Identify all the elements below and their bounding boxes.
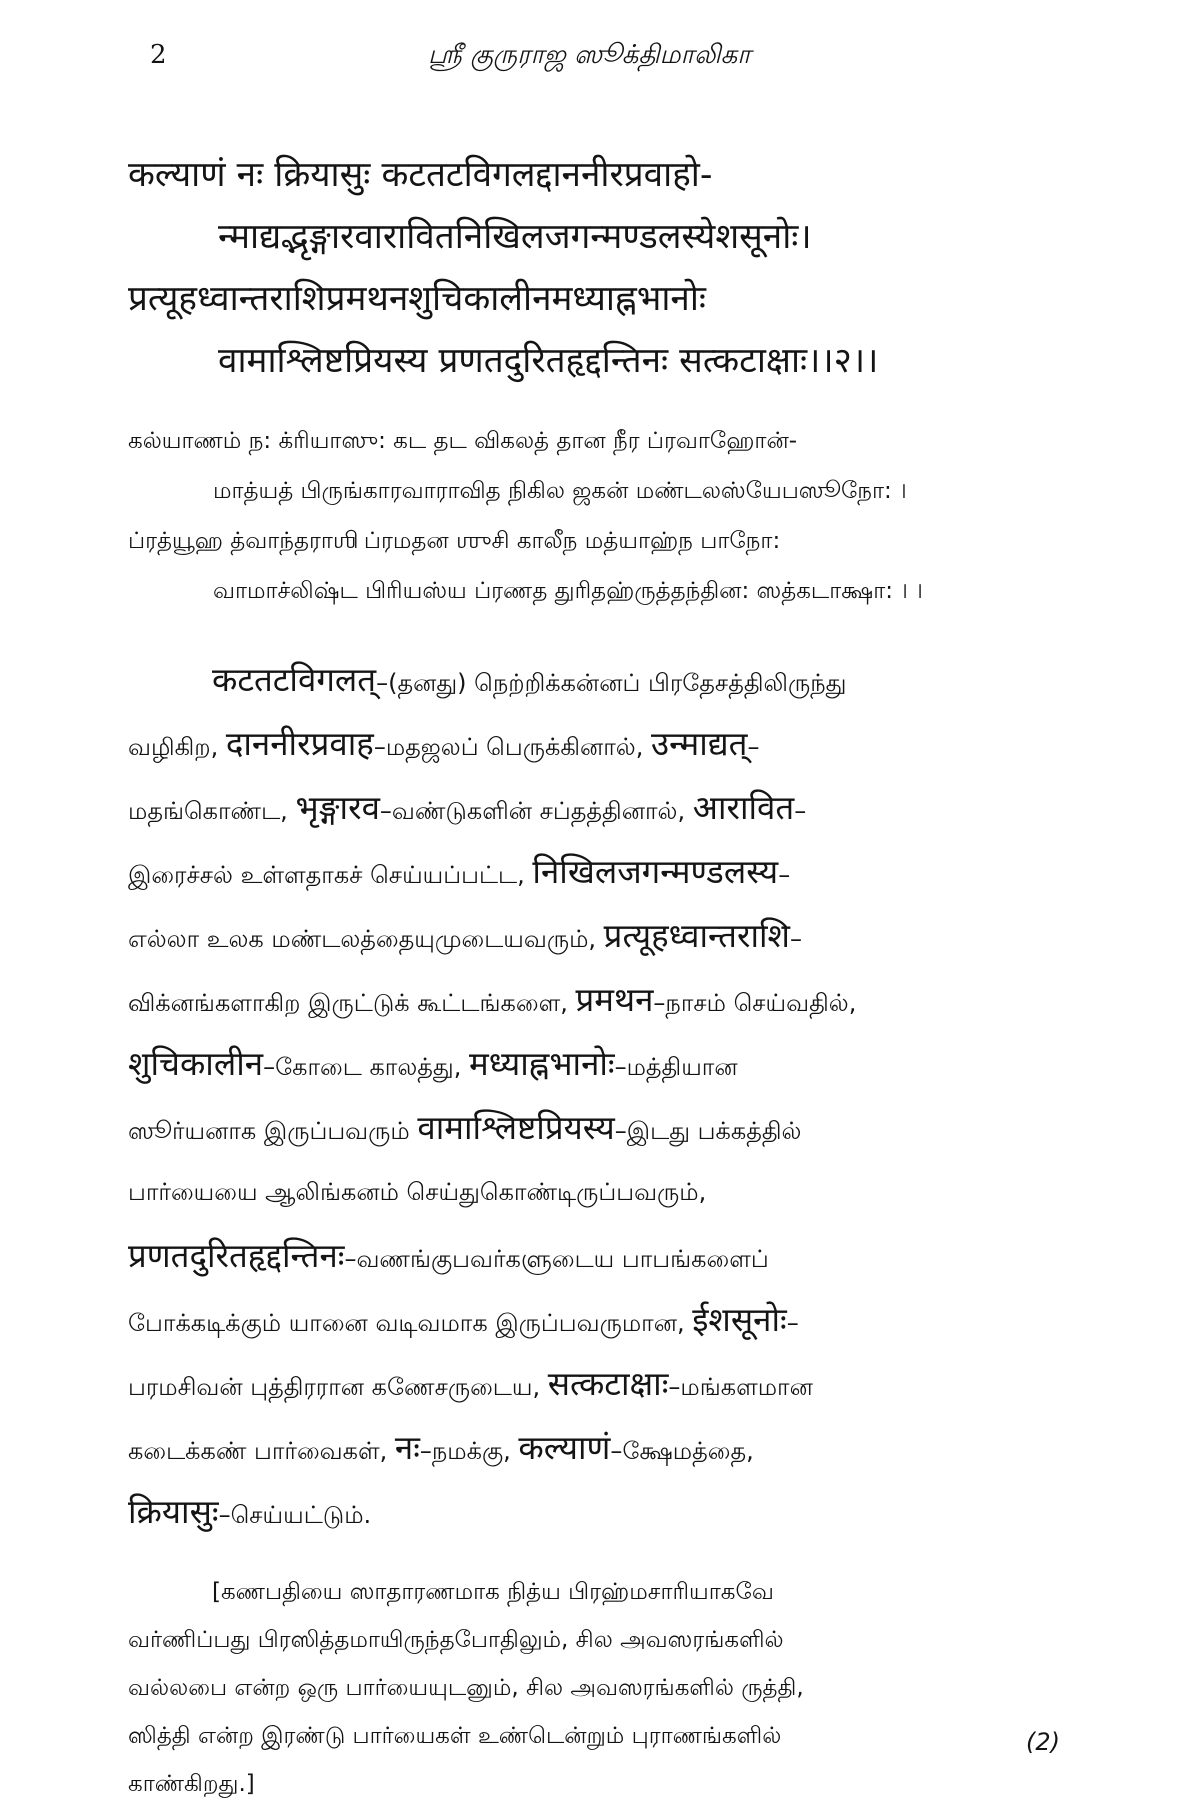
- sanskrit-verse-line: प्रत्यूहध्वान्तराशिप्रमथनशुचिकालीनमध्याह्नभानोः: [128, 279, 706, 319]
- note-line: ஸித்தி என்ற இரண்டு பார்யைகள் உண்டென்றும் புராணங்களில்: [128, 1723, 782, 1749]
- tamil-gloss: போக்கடிக்கும் யானை வடிவமாக இருப்பவருமான,: [128, 1309, 693, 1337]
- sanskrit-term: भृङ्गारव: [295, 788, 380, 827]
- tamil-gloss: –மத்தியான: [614, 1053, 738, 1081]
- commentary-line: [128, 968, 1130, 1032]
- tamil-gloss: கடைக்கண் பார்வைகள்,: [128, 1437, 395, 1465]
- tamil-gloss: –: [786, 1309, 799, 1337]
- tamil-gloss: –இடது பக்கத்தில்: [614, 1117, 802, 1145]
- tamil-verse-line: வாமாச்லிஷ்ட பிரியஸ்ய ப்ரணத துரிதஹ்ருத்தந்தின: ஸத்கடாக்ஷா: । ।: [213, 578, 923, 604]
- commentary-line: [128, 1224, 1130, 1288]
- commentary-line: [128, 1096, 1130, 1160]
- tamil-gloss: –மங்களமான: [668, 1373, 813, 1401]
- commentary-line: [128, 712, 1130, 776]
- commentary-line: [128, 1480, 1130, 1544]
- tamil-gloss: பார்யையை ஆலிங்கனம் செய்துகொண்டிருப்பவரும்,: [128, 1178, 707, 1206]
- tamil-gloss: மதங்கொண்ட,: [128, 797, 296, 825]
- sanskrit-term: कटतटविगलत्: [212, 660, 377, 699]
- note-line: காண்கிறது.]: [128, 1771, 255, 1797]
- tamil-verse-line: ப்ரத்யூஹ த்வாந்தராஶி ப்ரமதன ஶுசி காலீந மத்யாஹ்ந பாநோ:: [128, 528, 781, 554]
- sanskrit-term: ईशसूनोः: [692, 1300, 787, 1339]
- sanskrit-verse-line: न्माद्यद्भृङ्गारवारावितनिखिलजगन्मण्डलस्येशसूनोः।: [218, 217, 812, 257]
- tamil-gloss: எல்லா உலக மண்டலத்தையுமுடையவரும்,: [128, 925, 604, 953]
- note-line: வல்லபை என்ற ஒரு பார்யையுடனும், சில அவஸரங்களில் ருத்தி,: [128, 1675, 804, 1701]
- sanskrit-term: मध्याह्नभानोः: [468, 1044, 615, 1083]
- sanskrit-term: आरावित: [692, 788, 795, 827]
- commentary-line: [128, 1160, 1130, 1224]
- commentary-line: [128, 904, 1130, 968]
- tamil-transliteration: [128, 416, 1130, 616]
- sanskrit-term: वामाश्लिष्टप्रियस्य: [417, 1108, 615, 1147]
- commentary-line: [128, 840, 1130, 904]
- sanskrit-term: दाननीरप्रवाह: [225, 724, 374, 763]
- sanskrit-term: उन्माद्यत्: [650, 724, 748, 763]
- tamil-gloss: –நமக்கு,: [419, 1437, 519, 1465]
- commentary-line: [128, 1288, 1130, 1352]
- tamil-gloss: –கோடை காலத்து,: [263, 1053, 469, 1081]
- tamil-gloss: –நாசம் செய்வதில்,: [653, 989, 857, 1017]
- tamil-gloss: –வணங்குபவர்களுடைய பாபங்களைப்: [344, 1245, 769, 1273]
- tamil-verse-line: கல்யாணம் ந: க்ரியாஸு: கட தட விகலத் தான நீர ப்ரவாஹோன்-: [128, 428, 798, 454]
- tamil-gloss: –: [790, 925, 802, 953]
- tamil-gloss: –: [778, 861, 791, 889]
- commentary-line: [128, 1416, 1130, 1480]
- sanskrit-term: प्रमथन: [575, 980, 654, 1019]
- tamil-gloss: வழிகிற,: [128, 733, 226, 761]
- running-title: ஸ்ரீ குருராஜ ஸூக்திமாலிகா: [428, 40, 751, 70]
- sanskrit-term: कल्याणं: [518, 1428, 611, 1467]
- tamil-gloss: –செய்யட்டும்.: [218, 1501, 372, 1529]
- page-number: 2: [150, 40, 167, 70]
- tamil-gloss: ஸூர்யனாக இருப்பவரும்: [128, 1117, 418, 1145]
- sanskrit-term: क्रियासुः: [128, 1492, 219, 1531]
- sanskrit-term: नः: [394, 1428, 420, 1467]
- sanskrit-verse: [128, 144, 1130, 392]
- note-line: [கணபதியை ஸாதாரணமாக நித்ய பிரஹ்மசாரியாகவே: [212, 1579, 774, 1605]
- commentary-line: [128, 1352, 1130, 1416]
- commentary-line: [128, 1032, 1130, 1096]
- page-header: [128, 34, 1130, 94]
- sanskrit-term: शुचिकालीन: [128, 1044, 264, 1083]
- tamil-gloss: இரைச்சல் உள்ளதாகச் செய்யப்பட்ட,: [128, 861, 533, 889]
- sanskrit-term: सत्कटाक्षाः: [547, 1364, 669, 1403]
- word-by-word-commentary: [128, 648, 1130, 1544]
- tamil-gloss: விக்னங்களாகிற இருட்டுக் கூட்டங்களை,: [128, 989, 576, 1017]
- sanskrit-verse-line: वामाश्लिष्टप्रियस्य प्रणतदुरितहृद्दन्तिनः सत्कटाक्षाः।।२।।: [218, 341, 879, 381]
- tamil-gloss: பரமசிவன் புத்திரரான கணேசருடைய,: [128, 1373, 548, 1401]
- tamil-gloss: –வண்டுகளின் சப்தத்தினால்,: [379, 797, 693, 825]
- note-line: வர்ணிப்பது பிரஸித்தமாயிருந்தபோதிலும், சில அவஸரங்களில்: [128, 1627, 784, 1653]
- tamil-gloss: –க்ஷேமத்தை,: [610, 1437, 754, 1465]
- tamil-gloss: –(தனது) நெற்றிக்கன்னப் பிரதேசத்திலிருந்து: [376, 669, 847, 697]
- sanskrit-term: निखिलजगन्मण्डलस्य: [532, 852, 779, 891]
- tamil-gloss: –: [747, 733, 760, 761]
- tamil-gloss: –மதஜலப் பெருக்கினால்,: [373, 733, 651, 761]
- commentary-line: [128, 648, 1130, 712]
- tamil-gloss: –: [794, 797, 807, 825]
- commentary-line: [128, 776, 1130, 840]
- sanskrit-term: प्रत्यूहध्वान्तराशि: [603, 916, 790, 955]
- explanatory-note: [128, 1568, 1130, 1808]
- sanskrit-verse-line: कल्याणं नः क्रियासुः कटतटविगलद्दाननीरप्रवाहो-: [128, 155, 713, 195]
- tamil-verse-line: மாத்யத் பிருங்காரவாராவித நிகில ஜகன் மண்டலஸ்யேபஸூநோ: ।: [213, 478, 907, 504]
- sanskrit-term: प्रणतदुरितहृद्दन्तिनः: [128, 1236, 345, 1275]
- verse-number: (2): [1026, 1728, 1060, 1756]
